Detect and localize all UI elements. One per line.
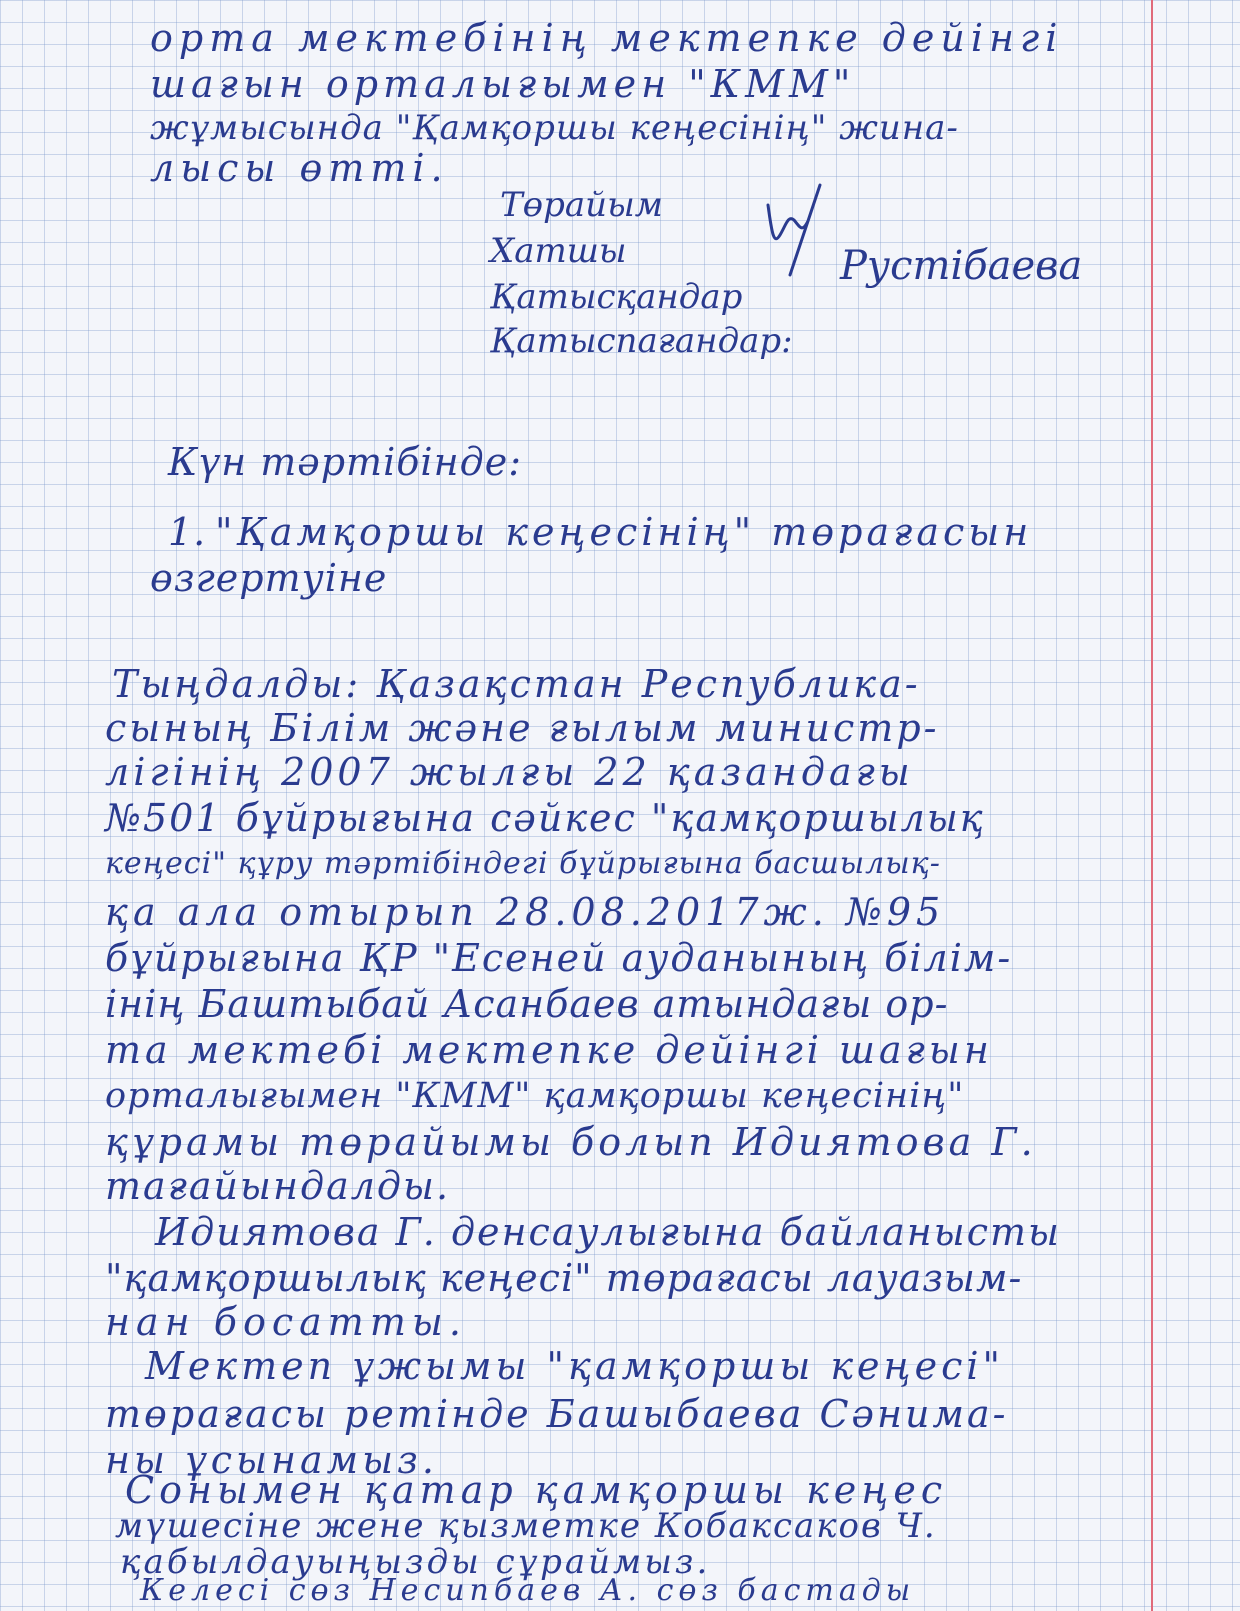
body-line-19: Сонымен қатар қамқоршы кеңес xyxy=(125,1468,948,1512)
agenda-item-text-2: өзгертуіне xyxy=(150,556,388,600)
body-line-12: тағайындалды. xyxy=(105,1164,451,1208)
body-line-17: төрағасы ретінде Башыбаева Сәнима- xyxy=(105,1392,1009,1436)
top-text-line-4: лысы өтті. xyxy=(150,146,449,190)
body-line-22: Келесі сөз Несипбаев А. сөз бастады xyxy=(140,1573,916,1608)
body-line-6: қа ала отырып 28.08.2017ж. №95 xyxy=(105,890,946,934)
signature-role-chair: Төрайым xyxy=(500,185,663,225)
signature-role-absent: Қатыспағандар: xyxy=(490,321,793,361)
body-line-9: та мектебі мектепке дейінгі шағын xyxy=(105,1028,993,1072)
signature-name: Рустібаева xyxy=(840,243,1083,289)
body-line-14: "қамқоршылық кеңесі" төрағасы лауазым- xyxy=(105,1256,1023,1300)
body-line-8: інің Баштыбай Асанбаев атындағы ор- xyxy=(105,982,949,1026)
body-line-18: ны ұсынамыз. xyxy=(105,1438,438,1482)
body-line-16: Мектеп ұжымы "қамқоршы кеңесі" xyxy=(145,1344,1004,1388)
signature-role-secretary: Хатшы xyxy=(490,231,627,271)
body-line-2: сының Білім және ғылым министр- xyxy=(105,706,940,750)
body-line-11: құрамы төрайымы болып Идиятова Г. xyxy=(105,1120,1037,1164)
body-line-1: Тыңдалды: Қазақстан Республика- xyxy=(112,662,921,706)
body-line-5: кеңесі" құру тәртібіндегі бұйрығына басшылық- xyxy=(105,846,941,881)
body-line-7: бұйрығына ҚР "Есеней ауданының білім- xyxy=(105,936,1013,980)
body-line-3: лігінің 2007 жылғы 22 қазандағы xyxy=(105,750,914,794)
agenda-heading: Күн тәртібінде: xyxy=(168,440,522,484)
top-text-line-1: орта мектебінің мектепке дейінгі xyxy=(150,16,1064,60)
top-text-line-2: шағын орталығымен "КММ" xyxy=(150,62,856,106)
body-line-21: қабылдауыңызды сұраймыз. xyxy=(120,1542,711,1582)
body-line-13: Идиятова Г. денсаулығына байланысты xyxy=(155,1210,1061,1254)
agenda-item-text-1: "Қамқоршы кеңесінің" төрағасын xyxy=(215,510,1033,554)
body-line-15: нан босатты. xyxy=(105,1300,467,1344)
top-text-line-3: жұмысында "Қамқоршы кеңесінің" жина- xyxy=(150,108,959,148)
body-line-10: орталығымен "КММ" қамқоршы кеңесінің" xyxy=(105,1076,965,1116)
body-line-20: мүшесіне жене қызметке Кобаксаков Ч. xyxy=(115,1506,937,1546)
signature-role-present: Қатысқандар xyxy=(490,277,743,317)
signature-block xyxy=(490,185,1130,365)
agenda-item-number: 1. xyxy=(168,510,207,554)
body-line-4: №501 бұйрығына сәйкес "қамқоршылық xyxy=(105,796,985,840)
page-margin-line xyxy=(1151,0,1153,1611)
